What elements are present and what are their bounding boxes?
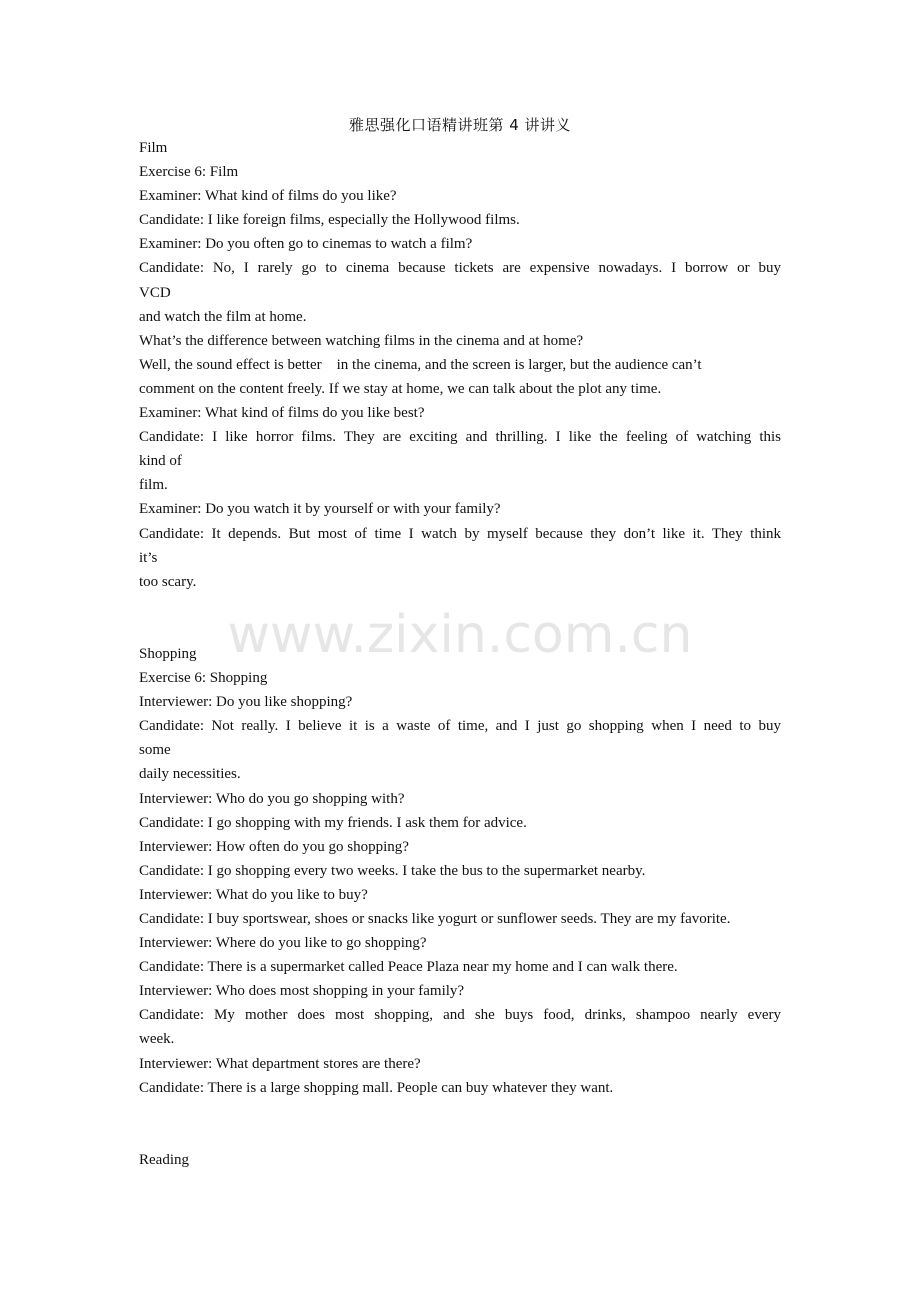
dialogue-line: VCD bbox=[139, 284, 171, 301]
dialogue-line: Candidate: There is a supermarket called Peace Plaza near my home and I can walk there. bbox=[139, 959, 678, 976]
dialogue-line: it’s bbox=[139, 549, 158, 566]
dialogue-line: Examiner: What kind of films do you like best? bbox=[139, 405, 425, 422]
dialogue-line: What’s the difference between watching films in the cinema and at home? bbox=[139, 332, 584, 349]
dialogue-line: Candidate: There is a large shopping mall. People can buy whatever they want. bbox=[139, 1079, 614, 1096]
dialogue-line: Well, the sound effect is better in the cinema, and the screen is larger, but the audience can’t bbox=[139, 356, 702, 373]
dialogue-line: Candidate: I go shopping with my friends. I ask them for advice. bbox=[139, 814, 527, 831]
dialogue-line: some bbox=[139, 742, 171, 759]
section-heading: Film bbox=[139, 140, 168, 156]
dialogue-line: Candidate: No, I rarely go to cinema because tickets are expensive nowadays. I borrow or buy bbox=[139, 260, 781, 277]
dialogue-line: Candidate: It depends. But most of time I watch by myself because they don’t like it. They think bbox=[139, 525, 781, 542]
dialogue-line: Interviewer: Who do you go shopping with? bbox=[139, 790, 405, 807]
exercise-title: Exercise 6: Shopping bbox=[139, 670, 268, 687]
dialogue-line: and watch the film at home. bbox=[139, 308, 307, 325]
dialogue-line: Interviewer: Who does most shopping in your family? bbox=[139, 983, 465, 1000]
section-spacer bbox=[139, 1100, 781, 1148]
dialogue-line: Examiner: Do you watch it by yourself or with your family? bbox=[139, 501, 501, 518]
dialogue-line: Candidate: My mother does most shopping, and she buys food, drinks, shampoo nearly every bbox=[139, 1007, 781, 1024]
dialogue-line: Candidate: I like foreign films, especially the Hollywood films. bbox=[139, 212, 520, 229]
dialogue-line: kind of bbox=[139, 453, 182, 470]
film-section bbox=[139, 136, 781, 594]
exercise-title: Exercise 6: Film bbox=[139, 164, 239, 181]
dialogue-line: Interviewer: How often do you go shopping? bbox=[139, 838, 409, 855]
reading-section bbox=[139, 1148, 781, 1172]
dialogue-line: Candidate: I buy sportswear, shoes or snacks like yogurt or sunflower seeds. They are my favorite. bbox=[139, 911, 731, 927]
section-heading: Reading bbox=[139, 1151, 189, 1168]
dialogue-line: comment on the content freely. If we stay at home, we can talk about the plot any time. bbox=[139, 380, 662, 397]
dialogue-line: daily necessities. bbox=[139, 766, 241, 783]
section-spacer bbox=[139, 594, 781, 642]
dialogue-line: Interviewer: Do you like shopping? bbox=[139, 694, 353, 711]
dialogue-line: Candidate: I like horror films. They are exciting and thrilling. I like the feeling of watching this bbox=[139, 429, 781, 446]
dialogue-line: Candidate: I go shopping every two weeks. I take the bus to the supermarket nearby. bbox=[139, 862, 646, 879]
document-title: 雅思强化口语精讲班第 4 讲讲义 bbox=[348, 116, 572, 134]
dialogue-line: Candidate: Not really. I believe it is a waste of time, and I just go shopping when I need to buy bbox=[139, 718, 781, 735]
dialogue-line: Examiner: What kind of films do you like? bbox=[139, 188, 397, 205]
shopping-section bbox=[139, 642, 781, 1100]
dialogue-line: week. bbox=[139, 1031, 175, 1048]
document-body bbox=[139, 136, 781, 1172]
dialogue-line: Interviewer: What do you like to buy? bbox=[139, 886, 368, 903]
dialogue-line: Interviewer: Where do you like to go shopping? bbox=[139, 935, 427, 952]
watermark-text: www.zixin.com.cn bbox=[227, 605, 693, 665]
dialogue-line: Interviewer: What department stores are there? bbox=[139, 1055, 421, 1072]
dialogue-line: film. bbox=[139, 477, 168, 494]
dialogue-line: Examiner: Do you often go to cinemas to watch a film? bbox=[139, 236, 473, 253]
section-heading: Shopping bbox=[139, 645, 197, 662]
dialogue-line: too scary. bbox=[139, 573, 197, 590]
